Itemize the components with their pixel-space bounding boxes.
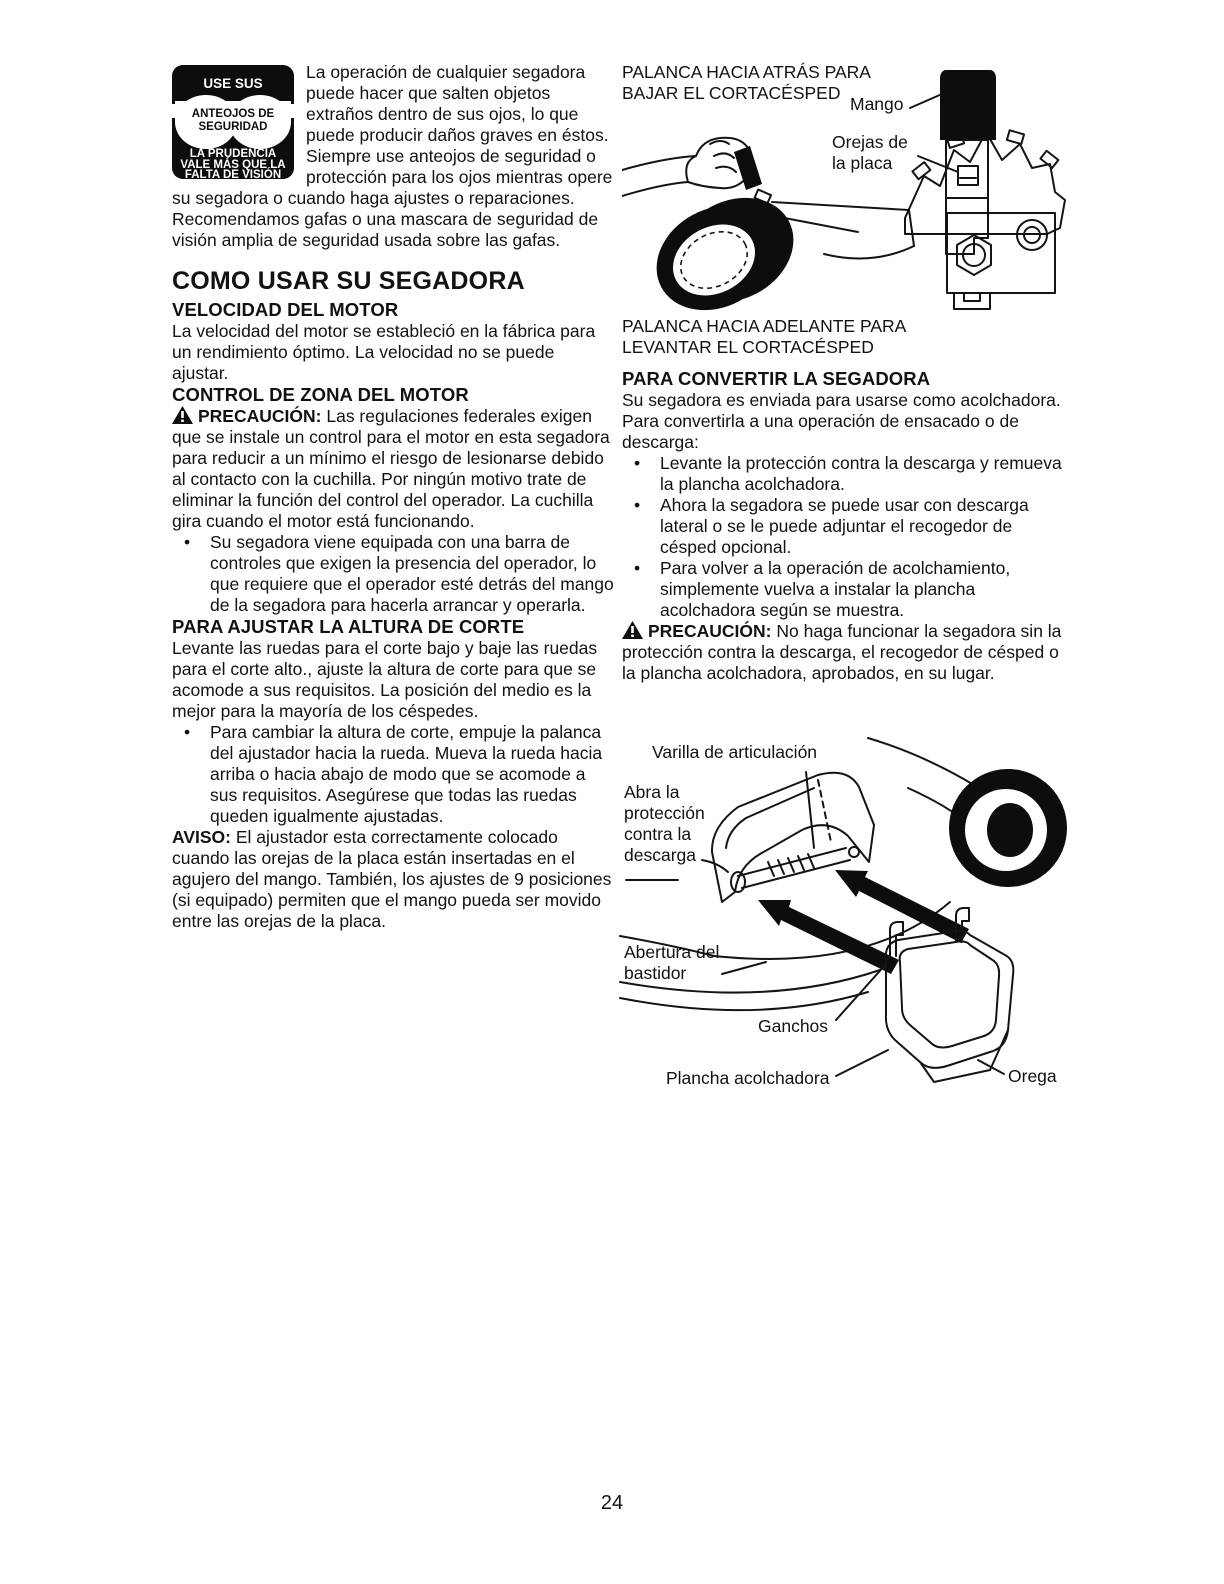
caution-text: Las regulaciones federales exigen que se instale un control para el motor en esta segadora para reducir a un mínimo el riesgo de lesionarse debido al contacto con la cuchilla. Por ningún motivo trate de eliminar la función del control del operador. La cuchilla gira cuando el motor está funcionando. (172, 406, 610, 531)
figure1-caption-bottom: PALANCA HACIA ADELANTE PARA LEVANTAR EL CORTACÉSPED (622, 316, 906, 357)
zone-control-bullet: • Su segadora viene equipada con una barra de controles que exigen la presencia del operador, lo que requiere que el operador esté detrás del mango de la segadora para hacerla arrancar y operarla. (172, 532, 614, 616)
caution-text: No haga funcionar la segadora sin la protección contra la descarga, el recogedor de césped o la plancha acolchadora, aprobados, en su lugar. (622, 621, 1062, 683)
badge-bottom-text-3: FALTA DE VISIÓN (184, 169, 282, 179)
figure1-label-mango: Mango (850, 94, 904, 114)
convert-bullet-2: • Ahora la segadora se puede usar con descarga lateral o se le puede adjuntar el recogedor de césped opcional. (622, 495, 1062, 558)
safety-intro (172, 62, 614, 251)
convert-intro-text: Su segadora es enviada para usarse como acolchadora. Para convertirla a una operación de ensacado o de descarga: (622, 390, 1061, 452)
badge-glasses-text-1: ANTEOJOS DE (191, 108, 275, 120)
warning-triangle-icon (622, 621, 643, 639)
figure2-label-plancha: Plancha acolchadora (666, 1068, 830, 1088)
section-title-motor-speed: VELOCIDAD DEL MOTOR (172, 299, 399, 320)
cut-height-text: Levante las ruedas para el corte bajo y baje las ruedas para el corte alto., ajuste la altura de corte para que se acomode a sus requisitos. La posición del medio es la mejor para la mayoría de los céspedes. (172, 638, 598, 721)
figure2-label-ganchos: Ganchos (758, 1016, 829, 1036)
convert-bullet-3: • Para volver a la operación de acolchamiento, simplemente vuelva a instalar la plancha acolchadora según se muestra. (622, 558, 1062, 621)
section-title-cut-height: PARA AJUSTAR LA ALTURA DE CORTE (172, 616, 525, 637)
badge-glasses-text-2: SEGURIDAD (198, 121, 268, 133)
section-title-zone-control: CONTROL DE ZONA DEL MOTOR (172, 384, 469, 405)
cut-height-bullet: • Para cambiar la altura de corte, empuje la palanca del ajustador hacia la rueda. Mueva la rueda hacia arriba o hacia abajo de modo que se acomode a sus requisitos. Asegúrese que todas las ruedas queden igualmente ajustadas. (172, 722, 614, 827)
cut-height-notice (172, 827, 614, 932)
badge-bottom-text-2: VALE MÁS QUE LA (180, 159, 286, 171)
figure2-label-abra: Abra la protección contra la descarga (624, 782, 705, 865)
notice-label: AVISO: (172, 827, 231, 847)
section-title-convert: PARA CONVERTIR LA SEGADORA (622, 368, 931, 389)
warning-triangle-icon (172, 406, 193, 424)
convert-section (622, 368, 1062, 684)
caution-label: PRECAUCIÓN: (648, 621, 772, 641)
figure2-label-varilla: Varilla de articulación (652, 742, 818, 762)
convert-caution (622, 621, 1062, 684)
badge-top-text: USE SUS (203, 76, 263, 91)
safety-intro-text: La operación de cualquier segadora puede hacer que salten objetos extraños dentro de sus ojos, lo que puede producir daños graves en éstos. Siempre use anteojos de seguridad o protección para los ojos mientras opere su segadora o cuando haga ajustes o reparaciones. Recomendamos gafas o una mascara de seguridad de visión amplia de seguridad usada sobre las gafas. (172, 62, 613, 250)
zone-control-caution (172, 406, 614, 532)
convert-bullet-1: • Levante la protección contra la descarga y remueva la plancha acolchadora. (622, 453, 1062, 495)
section-title-how-to-use: COMO USAR SU SEGADORA (172, 267, 525, 295)
figure1-caption-top: PALANCA HACIA ATRÁS PARA BAJAR EL CORTACÉSPED (622, 62, 871, 103)
page-number: 24 (600, 1492, 624, 1514)
wheel-adjuster-illustration (622, 70, 1067, 316)
left-column (172, 62, 614, 932)
safety-glasses-badge-icon (172, 65, 294, 179)
badge-bottom-text-1: LA PRUDENCIA (189, 148, 277, 160)
caution-label: PRECAUCIÓN: (198, 406, 322, 426)
figure2-label-orega: Orega (1008, 1066, 1057, 1086)
motor-speed-text: La velocidad del motor se estableció en la fábrica para un rendimiento óptimo. La velocidad no se puede ajustar. (172, 321, 596, 383)
figure-wheel-adjuster (622, 70, 1067, 316)
figure-mulch-plate (618, 730, 1074, 1102)
figure2-label-abertura: Abertura del bastidor (624, 942, 720, 983)
notice-text: El ajustador esta correctamente colocado cuando las orejas de la placa están insertadas en el agujero del mango. También, los ajustes de 9 posiciones (si equipado) permiten que el mango pueda ser movido entre las orejas de la placa. (172, 827, 612, 931)
figure1-label-orejas: Orejas de la placa (832, 132, 908, 173)
